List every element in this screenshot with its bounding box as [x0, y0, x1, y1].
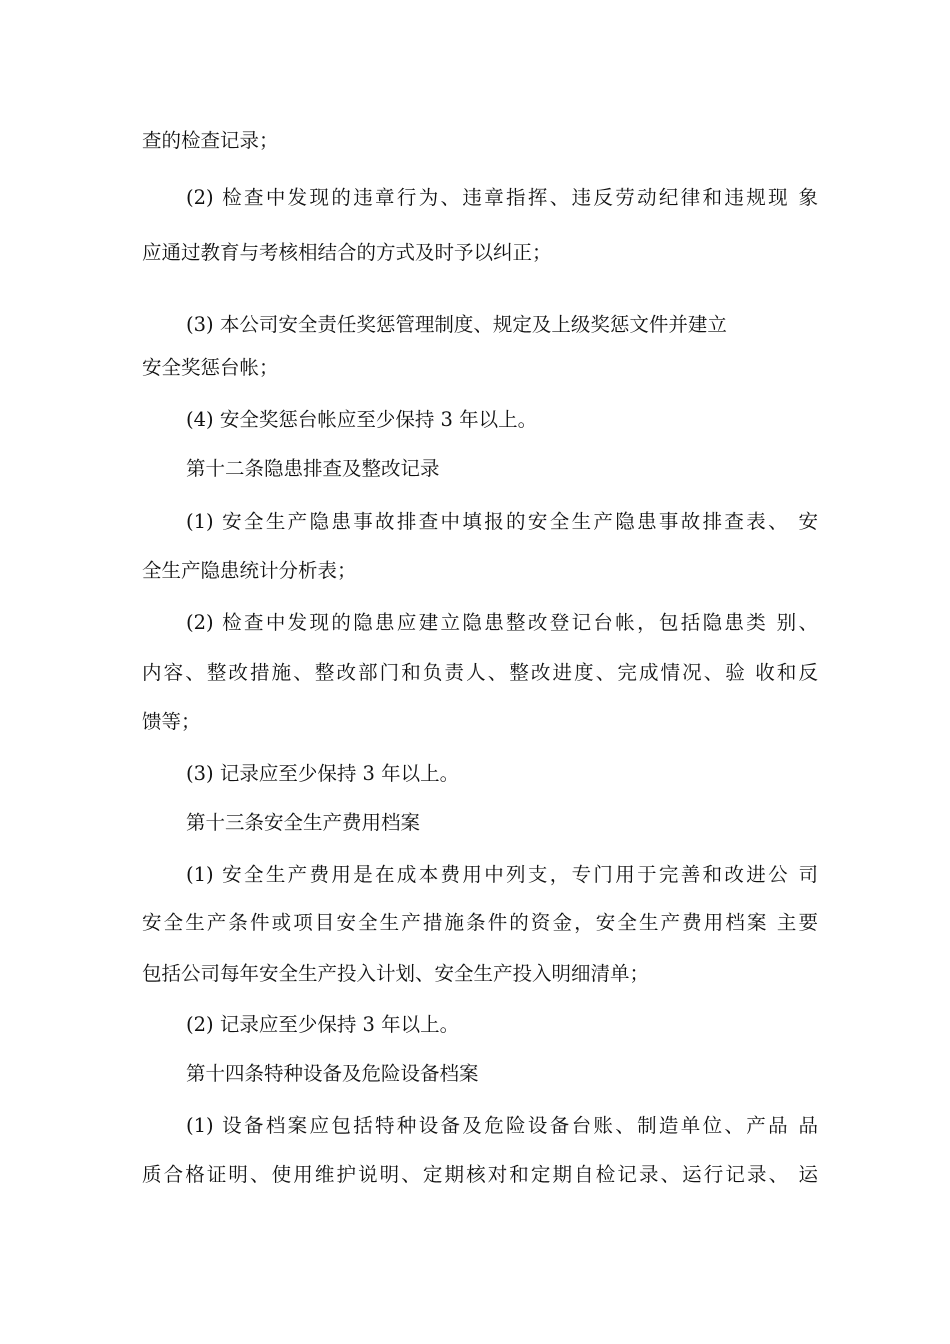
text-line: (1) 设备档案应包括特种设备及危险设备台账、制造单位、产品 品 — [186, 1114, 818, 1137]
text-line: 应通过教育与考核相结合的方式及时予以纠正； — [142, 241, 552, 264]
text-line: (1) 安全生产费用是在成本费用中列支，专门用于完善和改进公 司 — [186, 863, 818, 886]
text-line: (4) 安全奖惩台帐应至少保持 3 年以上。 — [186, 408, 538, 431]
article-heading: 第十三条安全生产费用档案 — [186, 811, 421, 834]
text-line: (2) 检查中发现的违章行为、违章指挥、违反劳动纪律和违规现 象 — [186, 186, 818, 209]
text-line: 全生产隐患统计分析表； — [142, 559, 357, 582]
text-line: 安全奖惩台帐； — [142, 356, 279, 379]
text-line: 质合格证明、使用维护说明、定期核对和定期自检记录、运行记录、 运 — [142, 1163, 818, 1186]
text-line: 内容、整改措施、整改部门和负责人、整改进度、完成情况、验 收和反 — [142, 661, 818, 684]
text-line: 包括公司每年安全生产投入计划、安全生产投入明细清单； — [142, 962, 650, 985]
text-line: 馈等； — [142, 710, 201, 733]
text-line: (3) 记录应至少保持 3 年以上。 — [186, 762, 460, 785]
article-heading: 第十二条隐患排查及整改记录 — [186, 457, 440, 480]
text-line: 查的检查记录； — [142, 129, 279, 152]
article-heading: 第十四条特种设备及危险设备档案 — [186, 1062, 479, 1085]
text-line: 安全生产条件或项目安全生产措施条件的资金，安全生产费用档案 主要 — [142, 911, 818, 934]
text-line: (2) 记录应至少保持 3 年以上。 — [186, 1013, 460, 1036]
text-line: (2) 检查中发现的隐患应建立隐患整改登记台帐，包括隐患类 别、 — [186, 611, 818, 634]
text-line: (3) 本公司安全责任奖惩管理制度、规定及上级奖惩文件并建立 — [186, 313, 727, 336]
text-line: (1) 安全生产隐患事故排查中填报的安全生产隐患事故排查表、 安 — [186, 510, 818, 533]
